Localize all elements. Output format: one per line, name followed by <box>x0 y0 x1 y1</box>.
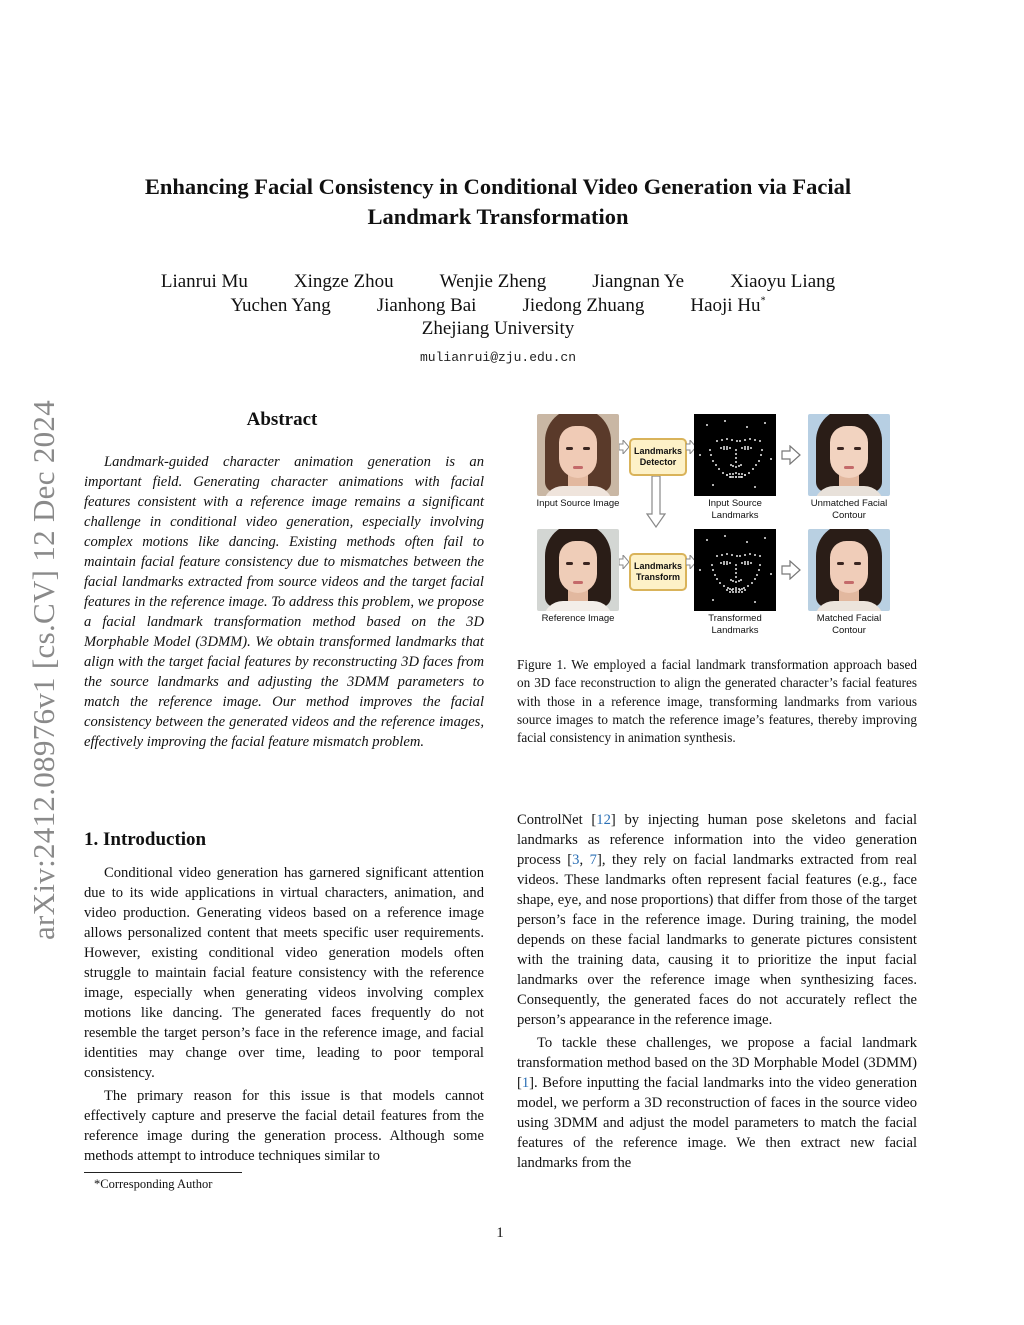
landmark-point <box>754 601 756 603</box>
eye-shape <box>566 562 573 565</box>
author-name-corresponding <box>690 294 765 318</box>
landmark-point <box>735 472 737 474</box>
author-email[interactable]: mulianrui@zju.edu.cn <box>419 349 577 365</box>
unmatched-facial-contour-image <box>808 414 890 496</box>
landmark-point <box>719 582 721 584</box>
landmark-point <box>740 464 742 466</box>
author-name: Wenjie Zheng <box>439 271 547 292</box>
face-shape <box>830 541 868 593</box>
landmark-point <box>731 439 733 441</box>
arrow-down-icon <box>646 476 666 528</box>
landmark-point <box>735 587 737 589</box>
arrow-right-icon <box>781 560 801 580</box>
landmark-point <box>706 539 708 541</box>
landmark-point <box>729 562 731 564</box>
author-row-1 <box>100 270 896 294</box>
landmark-point <box>726 474 728 476</box>
landmark-point <box>754 578 756 580</box>
face-shape <box>559 541 597 593</box>
landmark-point <box>720 447 722 449</box>
text-segment: , <box>579 852 590 868</box>
figure-1 <box>535 412 895 640</box>
eye-shape <box>583 562 590 565</box>
arrow-right-icon <box>781 445 801 465</box>
landmark-point <box>744 448 746 450</box>
mouth-shape <box>573 466 583 469</box>
landmark-point <box>723 563 725 565</box>
landmark-point <box>722 472 724 474</box>
face-shape <box>830 426 868 478</box>
landmark-point <box>726 589 728 591</box>
author-name: Lianrui Mu <box>160 271 248 292</box>
landmark-point <box>750 562 752 564</box>
landmark-point <box>739 440 741 442</box>
landmark-point <box>716 555 718 557</box>
landmark-point <box>754 439 756 441</box>
landmark-point <box>747 585 749 587</box>
matched-facial-contour-image <box>808 529 890 611</box>
landmark-point <box>759 440 761 442</box>
text-segment: ], they rely on facial landmarks extracted from real videos. These landmarks often represent facial features (e.g., face shape, eye, and nose proportions) that differ from those of the target person’s face in the reference image. During training, the model depends on these facial landmarks to generate pictures consistent with the training data, causing it to prioritize the input facial landmarks over the reference image when synthesizing faces. Consequently, the generated faces do not accurately reflect the person’s appearance in the reference image. <box>517 852 918 1028</box>
label-input-source-image: Input Source Image <box>536 498 620 509</box>
landmark-point <box>758 569 760 571</box>
landmark-point <box>735 457 737 459</box>
landmark-point <box>726 448 728 450</box>
landmark-point <box>754 554 756 556</box>
author-name: Xiaoyu Liang <box>730 271 836 292</box>
citation-link[interactable]: 7 <box>589 852 597 868</box>
landmark-point <box>739 555 741 557</box>
landmarks-detector-box: Landmarks Detector <box>629 438 687 476</box>
landmark-point <box>735 568 737 570</box>
landmark-point <box>747 448 749 450</box>
landmark-point <box>724 535 726 537</box>
landmark-point <box>712 484 714 486</box>
landmark-point <box>732 473 734 475</box>
landmark-point <box>744 589 746 591</box>
text-segment: ] by injecting human pose skeletons and facial landmarks as reference information into the video generation process [ <box>517 812 917 868</box>
text-segment: To tackle these challenges, we propose a facial landmark transformation method based on the 3D Morphable Model (3DMM) [ <box>517 1035 917 1091</box>
author-name: Jiangnan Ye <box>592 271 685 292</box>
landmark-point <box>718 468 720 470</box>
citation-link[interactable]: 1 <box>521 1075 530 1091</box>
landmark-point <box>735 564 737 566</box>
landmark-point <box>755 464 757 466</box>
abstract-text: Landmark-guided character animation generation is an important field. Generating character animations with facial features consistent with a reference image remains a significant challenge in conditional video generation, especially involving complex motions like dancing. Existing methods often fail to maintain facial feature consistency due to mismatches between the facial landmarks extracted from source videos and the target facial features in the reference image. To address this problem, we propose a facial landmark transformation method based on the 3D Morphable Model (3DMM). We obtain transformed landmarks that align with the target facial features by reconstructing 3D faces from the source landmarks and adjusting the 3DMM parameters to match the reference image. Our method improves the facial consistency between the generated videos and the reference images, effectively improving the facial feature mismatch problem. <box>84 454 484 750</box>
landmark-point <box>735 476 737 478</box>
citation-link[interactable]: 3 <box>572 852 580 868</box>
author-block <box>100 270 896 369</box>
landmark-point <box>699 569 701 571</box>
figure-1-caption: Figure 1. We employed a facial landmark transformation approach based on 3D face reconstruction to align the generated character’s facial features with those in a reference image, transforming landmarks from various source images to match the reference image’s features, thereby improving facial consistency in animation synthesis. <box>517 657 917 746</box>
landmark-point <box>709 449 711 451</box>
landmark-point <box>736 555 738 557</box>
arrow-right-icon <box>619 555 629 569</box>
right-column-body <box>517 810 917 1173</box>
shoulder-shape <box>543 486 613 496</box>
landmark-point <box>749 438 751 440</box>
introduction-body <box>84 863 484 1166</box>
landmark-point <box>735 591 737 593</box>
landmark-point <box>732 465 734 467</box>
paper-title: Enhancing Facial Consistency in Conditional Video Generation via Facial Landmark Transformation <box>144 174 852 229</box>
landmark-point <box>761 449 763 451</box>
landmark-point <box>746 426 748 428</box>
landmark-point <box>741 588 743 590</box>
landmark-point <box>756 574 758 576</box>
author-name: Jianhong Bai <box>376 294 477 316</box>
landmark-point <box>741 476 743 478</box>
corresponding-mark: * <box>760 295 766 307</box>
landmark-point <box>738 591 740 593</box>
text-segment: ControlNet [ <box>517 812 597 828</box>
landmark-point <box>740 579 742 581</box>
affiliation: Zhejiang University <box>421 318 575 339</box>
landmark-point <box>735 581 737 583</box>
author-row-2 <box>100 294 896 318</box>
abstract-body <box>84 452 484 752</box>
landmark-point <box>744 439 746 441</box>
landmark-point <box>754 486 756 488</box>
landmark-point <box>732 476 734 478</box>
landmark-point <box>735 449 737 451</box>
arxiv-identifier: arXiv:2412.08976v1 [cs.CV] 12 Dec 2024 <box>26 399 61 940</box>
author-name: Xingze Zhou <box>293 271 394 292</box>
eye-shape <box>566 447 573 450</box>
shoulder-shape <box>543 601 613 611</box>
landmark-point <box>731 554 733 556</box>
eye-shape <box>837 447 844 450</box>
landmark-point <box>760 454 762 456</box>
landmark-point <box>736 440 738 442</box>
landmark-point <box>735 453 737 455</box>
landmark-point <box>735 461 737 463</box>
landmark-point <box>735 466 737 468</box>
footnote-corresponding-author: *Corresponding Author <box>94 1177 213 1191</box>
shoulder-shape <box>814 601 884 611</box>
landmark-point <box>706 424 708 426</box>
eye-shape <box>854 447 861 450</box>
author-name: Yuchen Yang <box>230 294 331 316</box>
label-input-source-landmarks: Input Source Landmarks <box>708 498 762 521</box>
label-transformed-landmarks: Transformed Landmarks <box>708 613 762 636</box>
landmark-point <box>752 468 754 470</box>
landmark-point <box>747 563 749 565</box>
landmark-point <box>723 585 725 587</box>
landmark-point <box>712 460 714 462</box>
landmark-point <box>744 554 746 556</box>
landmark-point <box>720 562 722 564</box>
input-source-landmarks-image <box>694 414 776 496</box>
landmark-point <box>732 591 734 593</box>
landmark-point <box>744 563 746 565</box>
landmark-point <box>721 439 723 441</box>
landmark-point <box>711 564 713 566</box>
shoulder-shape <box>814 486 884 496</box>
label-unmatched-facial-contour: Unmatched Facial Contour <box>810 498 888 521</box>
landmark-point <box>714 574 716 576</box>
landmark-point <box>738 476 740 478</box>
mouth-shape <box>844 581 854 584</box>
label-matched-facial-contour: Matched Facial Contour <box>816 613 882 636</box>
intro-paragraph-2: The primary reason for this issue is that models cannot effectively capture and preserve the facial detail features from the reference image during the generation process. Although some methods attempt to introduce techniques similar to <box>84 1088 484 1164</box>
reference-image <box>537 529 619 611</box>
landmark-point <box>749 553 751 555</box>
author-name: Jiedong Zhuang <box>522 294 645 316</box>
landmark-point <box>699 454 701 456</box>
landmark-point <box>744 474 746 476</box>
landmark-point <box>746 541 748 543</box>
landmark-point <box>764 422 766 424</box>
landmark-point <box>735 576 737 578</box>
landmark-point <box>716 578 718 580</box>
mouth-shape <box>573 581 583 584</box>
landmark-point <box>710 454 712 456</box>
landmark-point <box>738 588 740 590</box>
landmark-point <box>748 472 750 474</box>
landmark-point <box>729 588 731 590</box>
landmark-point <box>759 555 761 557</box>
landmark-point <box>751 582 753 584</box>
landmark-point <box>715 464 717 466</box>
landmark-point <box>735 572 737 574</box>
landmark-point <box>729 476 731 478</box>
input-source-image <box>537 414 619 496</box>
author-name: Haoji Hu <box>690 294 761 316</box>
label-reference-image: Reference Image <box>541 613 615 624</box>
landmark-point <box>770 458 772 460</box>
intro-paragraph-1: Conditional video generation has garnered significant attention due to its wide applications in virtual characters, animation, and video production. Generating videos based on a reference image allows personalized content that meets specific user requirements. However, existing conditional video generation models often struggle to maintain facial feature consistency with the reference image, especially when generating videos involving complex motions like dancing. The generated faces frequently do not resemble the target person’s face in the reference image, and facial identities may change over time, leading to poor temporal consistency. <box>84 865 484 1081</box>
face-shape <box>559 426 597 478</box>
citation-link[interactable]: 12 <box>596 812 611 828</box>
abstract-heading: Abstract <box>246 409 318 430</box>
text-segment: ]. Before inputting the facial landmarks into the video generation model, we perform a 3D reconstruction of faces in the source video using 3DMM and adjust the model parameters to match the facial features of the reference image. We then extract new facial landmarks from the <box>517 1075 917 1171</box>
transformed-landmarks-image <box>694 529 776 611</box>
landmark-point <box>758 460 760 462</box>
landmark-point <box>764 537 766 539</box>
footnote-rule <box>84 1172 242 1173</box>
landmark-point <box>770 573 772 575</box>
landmark-point <box>741 447 743 449</box>
landmark-point <box>729 447 731 449</box>
landmark-point <box>741 473 743 475</box>
landmark-point <box>738 473 740 475</box>
right-paragraph-1 <box>517 810 917 1030</box>
landmark-point <box>726 563 728 565</box>
landmark-point <box>729 473 731 475</box>
landmark-point <box>732 580 734 582</box>
landmark-point <box>723 448 725 450</box>
landmark-point <box>741 562 743 564</box>
mouth-shape <box>844 466 854 469</box>
landmark-point <box>729 591 731 593</box>
landmark-point <box>732 588 734 590</box>
eye-shape <box>854 562 861 565</box>
landmark-point <box>716 440 718 442</box>
landmark-point <box>726 438 728 440</box>
arrow-right-icon <box>619 440 629 454</box>
landmark-point <box>750 447 752 449</box>
landmark-point <box>759 564 761 566</box>
eye-shape <box>583 447 590 450</box>
landmark-point <box>721 554 723 556</box>
landmark-point <box>724 420 726 422</box>
landmark-point <box>741 591 743 593</box>
section-heading-introduction: 1. Introduction <box>84 829 207 850</box>
landmarks-transform-box: Landmarks Transform <box>629 553 687 591</box>
page-number: 1 <box>496 1225 504 1241</box>
landmark-point <box>726 553 728 555</box>
eye-shape <box>837 562 844 565</box>
landmark-point <box>712 569 714 571</box>
right-paragraph-2 <box>517 1033 917 1173</box>
landmark-point <box>712 599 714 601</box>
